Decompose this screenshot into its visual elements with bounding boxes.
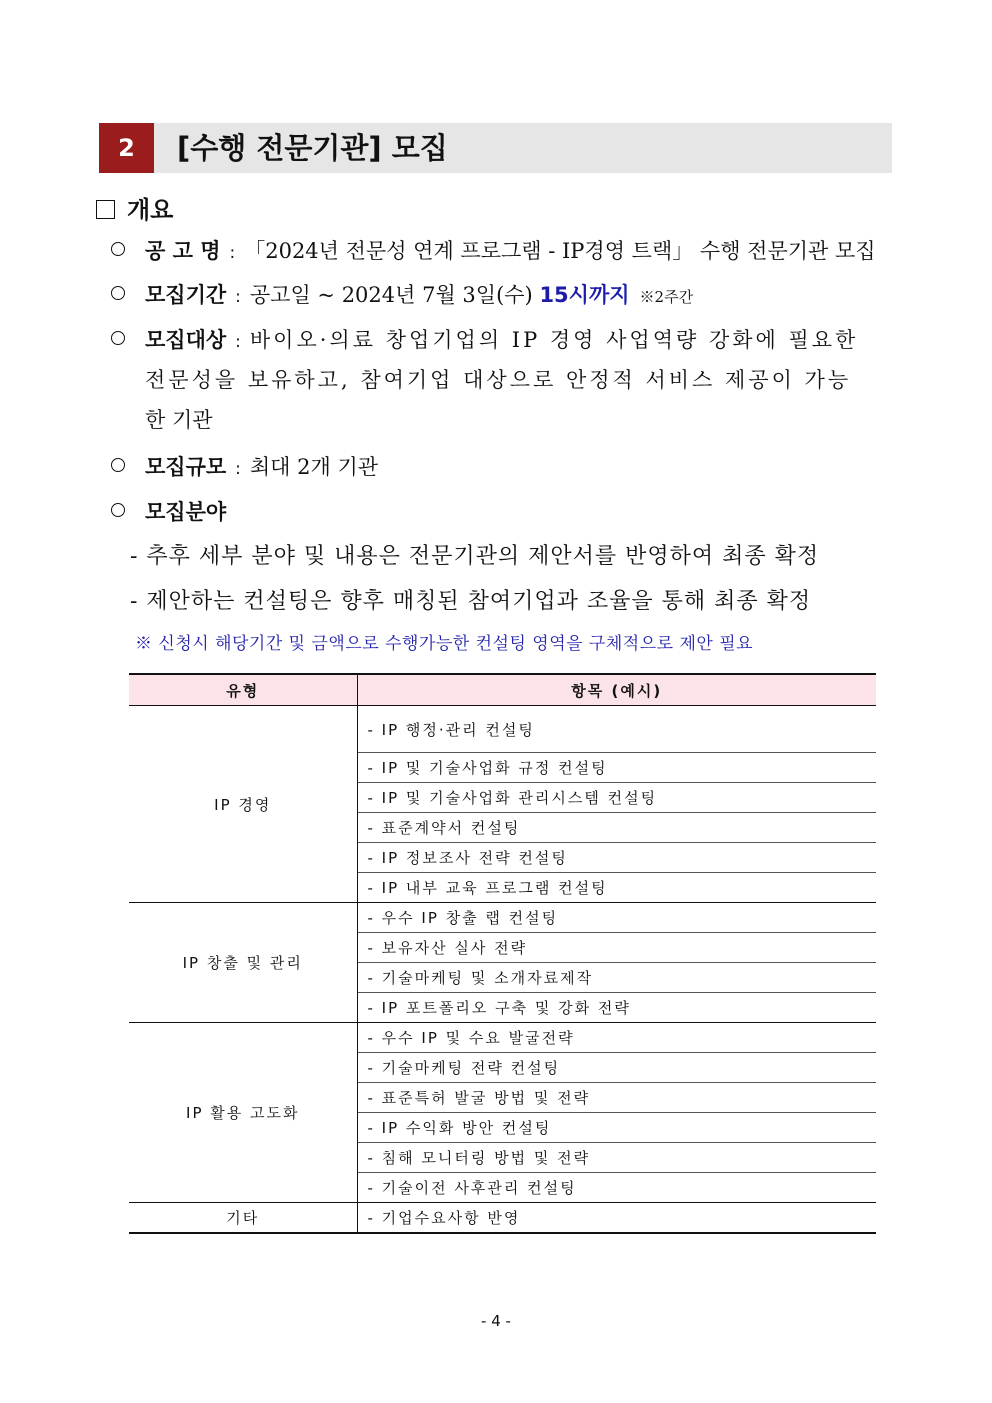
section-number: 2 <box>99 123 154 173</box>
item-cell: - IP 및 기술사업화 관리시스템 컨설팅 <box>357 783 876 813</box>
page-number: - 4 - <box>481 1312 511 1330</box>
item-cell: - 기술마케팅 전략 컨설팅 <box>357 1053 876 1083</box>
item-cell: - 우수 IP 창출 랩 컨설팅 <box>357 903 876 933</box>
announce-value: 「2024년 전문성 연계 프로그램 - IP경영 트랙」 수행 전문기관 모집 <box>244 239 876 263</box>
header-items: 항목 (예시) <box>357 674 876 706</box>
field-dash-2: - 제안하는 컨설팅은 향후 매칭된 참여기업과 조율을 통해 최종 확정 <box>130 589 812 614</box>
period-value: 공고일 ~ 2024년 7월 3일(수) <box>249 283 533 307</box>
field-dash-1: - 추후 세부 분야 및 내용은 전문기관의 제안서를 반영하여 최종 확정 <box>130 544 820 569</box>
square-bullet-icon <box>96 200 115 219</box>
overview-heading <box>96 190 173 225</box>
item-cell: - 기술이전 사후관리 컨설팅 <box>357 1173 876 1203</box>
scale-value: 최대 2개 기관 <box>249 455 379 479</box>
field-item <box>111 492 226 532</box>
overview-title: 개요 <box>127 196 174 224</box>
circle-bullet-icon <box>111 286 125 300</box>
item-cell: - 침해 모니터링 방법 및 전략 <box>357 1143 876 1173</box>
target-label: 모집대상 <box>145 327 227 352</box>
item-cell: - 표준특허 발굴 방법 및 전략 <box>357 1083 876 1113</box>
item-cell: - 기업수요사항 반영 <box>357 1203 876 1234</box>
category-cell: IP 창출 및 관리 <box>129 903 357 1023</box>
circle-bullet-icon <box>111 503 125 517</box>
item-cell: - IP 포트폴리오 구축 및 강화 전략 <box>357 993 876 1023</box>
item-cell: - 보유자산 실사 전략 <box>357 933 876 963</box>
category-cell: IP 활용 고도화 <box>129 1023 357 1203</box>
table-row <box>129 903 876 933</box>
period-note: ※2주간 <box>639 288 694 306</box>
scale-item: 모집규모 : 최대 2개 기관 <box>111 447 378 489</box>
target-line-1: 바이오·의료 창업기업의 IP 경영 사업역량 강화에 필요한 <box>249 328 859 352</box>
table-row <box>129 1203 876 1234</box>
item-cell: - 표준계약서 컨설팅 <box>357 813 876 843</box>
field-label: 모집분야 <box>145 499 227 524</box>
target-line-3: 한 기관 <box>145 408 213 432</box>
period-time: 15시까지 <box>539 283 630 307</box>
item-cell: - 우수 IP 및 수요 발굴전략 <box>357 1023 876 1053</box>
table-row <box>129 1023 876 1053</box>
item-cell: - IP 행정·관리 컨설팅 <box>357 706 876 753</box>
announce-label: 공 고 명 <box>145 238 221 263</box>
announce-item: 공 고 명 : 「2024년 전문성 연계 프로그램 - IP경영 트랙」 수행 전문기관 모집 <box>111 231 876 273</box>
scale-label: 모집규모 <box>145 454 227 479</box>
period-label: 모집기간 <box>145 282 227 307</box>
target-item: 모집대상 : 바이오·의료 창업기업의 IP 경영 사업역량 강화에 필요한 <box>111 320 858 362</box>
section-title: [수행 전문기관] 모집 <box>177 131 448 165</box>
circle-bullet-icon <box>111 242 125 256</box>
target-line-2: 전문성을 보유하고, 참여기업 대상으로 안정적 서비스 제공이 가능 <box>145 368 852 392</box>
note-text: ※ 신청시 해당기간 및 금액으로 수행가능한 컨설팅 영역을 구체적으로 제안 필요 <box>135 634 754 654</box>
period-item: 모집기간 : 공고일 ~ 2024년 7월 3일(수) 15시까지 ※2주간 <box>111 275 693 317</box>
item-cell: - 기술마케팅 및 소개자료제작 <box>357 963 876 993</box>
section-header <box>99 123 892 173</box>
table-row <box>129 706 876 753</box>
item-cell: - IP 내부 교육 프로그램 컨설팅 <box>357 873 876 903</box>
header-type: 유형 <box>129 674 357 706</box>
category-cell: 기타 <box>129 1203 357 1234</box>
item-cell: - IP 수익화 방안 컨설팅 <box>357 1113 876 1143</box>
table-header-row <box>129 674 876 706</box>
item-cell: - IP 정보조사 전략 컨설팅 <box>357 843 876 873</box>
category-cell: IP 경영 <box>129 706 357 903</box>
examples-table <box>129 673 876 1234</box>
circle-bullet-icon <box>111 458 125 472</box>
item-cell: - IP 및 기술사업화 규정 컨설팅 <box>357 753 876 783</box>
circle-bullet-icon <box>111 331 125 345</box>
